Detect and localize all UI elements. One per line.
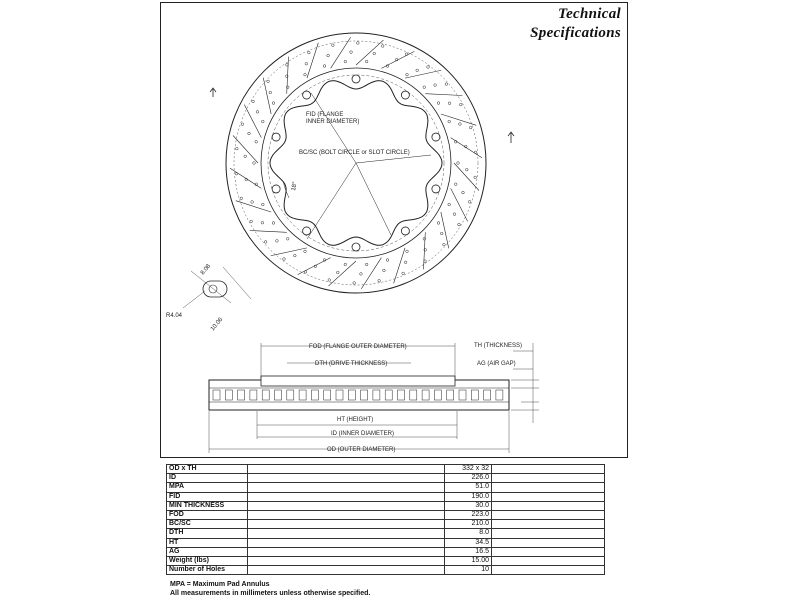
table-row [167, 483, 605, 492]
table-row [167, 529, 605, 538]
drill-hole [378, 279, 381, 282]
drill-hole [262, 120, 265, 123]
spec-blank [492, 566, 605, 575]
bolt-hole [352, 75, 360, 83]
bolt-hole [303, 227, 311, 235]
spec-name: MIN THICKNESS [167, 501, 248, 510]
table-row [167, 465, 605, 474]
spec-value: 51.0 [445, 483, 492, 492]
spec-name: DTH [167, 529, 248, 538]
drill-hole [459, 123, 462, 126]
drill-hole [272, 222, 275, 225]
spec-blank [248, 483, 445, 492]
drawing-frame [160, 2, 628, 458]
drill-hole [353, 282, 356, 285]
vane [238, 390, 245, 400]
vane [225, 390, 232, 400]
drill-hole [336, 271, 339, 274]
drill-hole [437, 102, 440, 105]
drill-hole [474, 176, 477, 179]
drill-hole [344, 60, 347, 63]
drill-hole [255, 140, 258, 143]
drill-hole [386, 259, 389, 262]
spec-name: Weight (lbs) [167, 556, 248, 565]
od-label: OD (OUTER DIAMETER) [327, 447, 396, 453]
vane [213, 390, 220, 400]
spec-blank [248, 529, 445, 538]
drill-hole [381, 45, 384, 48]
spec-blank [492, 529, 605, 538]
drill-hole [406, 250, 409, 253]
spec-blank [248, 556, 445, 565]
th-label: TH (THICKNESS) [474, 343, 522, 349]
spec-value: 10 [445, 566, 492, 575]
cooling-vanes [213, 390, 503, 400]
spec-blank [248, 538, 445, 547]
spec-value: 332 x 32 [445, 465, 492, 474]
spec-value: 8.0 [445, 529, 492, 538]
drill-hole [469, 126, 472, 129]
title-line-2: Specifications [530, 25, 621, 41]
spec-blank [492, 556, 605, 565]
drill-hole [264, 241, 267, 244]
drill-hole [252, 100, 255, 103]
footnote-mpa: MPA = Maximum Pad Annulus [170, 581, 270, 588]
bcsc-label: BC/SC (BOLT CIRCLE or SLOT CIRCLE) [299, 150, 410, 156]
vane [373, 390, 380, 400]
spec-blank [492, 547, 605, 556]
slot [451, 138, 482, 158]
table-row [167, 556, 605, 565]
slot [244, 105, 261, 138]
spec-blank [492, 474, 605, 483]
slot [381, 51, 414, 68]
drill-hole [236, 147, 239, 150]
drill-hole [427, 66, 430, 69]
drill-hole [468, 201, 471, 204]
bolt-hole [272, 185, 280, 193]
slot [271, 248, 307, 256]
drill-hole [457, 162, 460, 165]
drill-hole [445, 83, 448, 86]
slot [356, 40, 383, 65]
table-row [167, 547, 605, 556]
drill-hole [267, 80, 270, 83]
spec-name: Number of Holes [167, 566, 248, 575]
drill-hole [256, 111, 259, 114]
bolt-hole [352, 243, 360, 251]
vane [447, 390, 454, 400]
spec-name: OD x TH [167, 465, 248, 474]
vane [348, 390, 355, 400]
fid-label: FID (FLANGE [306, 112, 344, 118]
drill-hole [304, 73, 307, 76]
drill-hole [416, 69, 419, 72]
spec-blank [248, 492, 445, 501]
spec-name: AG [167, 547, 248, 556]
table-row [167, 520, 605, 529]
drill-hole [262, 203, 265, 206]
fid-label-2: INNER DIAMETER) [306, 119, 360, 125]
drill-hole [294, 254, 297, 257]
vane [311, 390, 318, 400]
spec-blank [248, 520, 445, 529]
drill-hole [286, 238, 289, 241]
angle-label: 18° [291, 181, 299, 192]
spec-blank [492, 510, 605, 519]
table-row [167, 474, 605, 483]
fod-label: FOD (FLANGE OUTER DIAMETER) [309, 344, 407, 350]
vane [434, 390, 441, 400]
drill-hole [453, 213, 456, 216]
vane [398, 390, 405, 400]
drill-hole [332, 44, 335, 47]
drill-hole [244, 155, 247, 158]
spec-blank [248, 547, 445, 556]
drill-hole [276, 240, 279, 243]
id-label: ID (INNER DIAMETER) [331, 431, 394, 437]
spec-blank [492, 492, 605, 501]
spec-name: MPA [167, 483, 248, 492]
slot [394, 248, 405, 283]
drill-hole [440, 232, 443, 235]
drill-hole [383, 269, 386, 272]
dim-10-06: 10.06 [209, 316, 225, 333]
bolt-hole [303, 91, 311, 99]
ht-label: HT (HEIGHT) [337, 417, 374, 423]
spec-blank [248, 501, 445, 510]
spec-value: 30.0 [445, 501, 492, 510]
table-row [167, 566, 605, 575]
spec-blank [492, 465, 605, 474]
drill-hole [443, 243, 446, 246]
vane [385, 390, 392, 400]
drill-hole [373, 52, 376, 55]
drill-hole [462, 191, 465, 194]
spec-blank [248, 566, 445, 575]
drill-hole [344, 263, 347, 266]
drill-hole [253, 162, 256, 165]
spec-name: BC/SC [167, 520, 248, 529]
slot [329, 261, 356, 286]
drill-hole [365, 60, 368, 63]
spec-blank [248, 510, 445, 519]
slot [441, 212, 449, 248]
drill-hole [458, 223, 461, 226]
drill-hole [250, 220, 253, 223]
drill-hole [350, 51, 353, 54]
slot [454, 163, 479, 190]
drill-hole [272, 102, 275, 105]
slot [405, 70, 441, 78]
spec-name: ID [167, 474, 248, 483]
spec-blank [248, 465, 445, 474]
drill-hole [460, 103, 463, 106]
spec-value: 223.0 [445, 510, 492, 519]
spec-value: 34.5 [445, 538, 492, 547]
footnote-units: All measurements in millimeters unless otherwise specified. [170, 590, 371, 597]
bolt-hole [401, 227, 409, 235]
table-row [167, 501, 605, 510]
drill-hole [402, 272, 405, 275]
vane [287, 390, 294, 400]
vane [324, 390, 331, 400]
bolt-hole [401, 91, 409, 99]
drill-hole [305, 62, 308, 65]
vane [275, 390, 282, 400]
spec-name: HT [167, 538, 248, 547]
drill-hole [283, 258, 286, 261]
vane [422, 390, 429, 400]
drill-hole [404, 261, 407, 264]
bolt-hole [432, 133, 440, 141]
dth-label: DTH (DRIVE THICKNESS) [315, 361, 388, 367]
drill-hole [434, 84, 437, 87]
drill-hole [357, 42, 360, 45]
slot [331, 37, 351, 68]
spec-name: FOD [167, 510, 248, 519]
rotor-front-view [210, 33, 514, 293]
drill-hole [360, 273, 363, 276]
slot [298, 258, 331, 275]
vane [459, 390, 466, 400]
drill-hole [323, 65, 326, 68]
drill-hole [304, 250, 307, 253]
vane [471, 390, 478, 400]
slot [451, 188, 468, 221]
drill-hole [328, 279, 331, 282]
vane [361, 390, 368, 400]
drill-hole [365, 263, 368, 266]
drill-hole [261, 221, 264, 224]
drill-hole [454, 183, 457, 186]
slot [307, 43, 318, 78]
drill-hole [240, 197, 243, 200]
spec-blank [248, 474, 445, 483]
spec-value: 210.0 [445, 520, 492, 529]
vane [250, 390, 257, 400]
title-line-1: Technical [558, 6, 621, 22]
spec-value: 15.00 [445, 556, 492, 565]
slot [233, 136, 258, 163]
vane [262, 390, 269, 400]
drill-hole [448, 120, 451, 123]
drill-hole [448, 102, 451, 105]
spec-value: 190.0 [445, 492, 492, 501]
drill-hole [466, 168, 469, 171]
spec-blank [492, 483, 605, 492]
drill-hole [437, 222, 440, 225]
spec-blank [492, 501, 605, 510]
drill-hole [251, 201, 254, 204]
spec-value: 16.5 [445, 547, 492, 556]
drill-hole [327, 54, 330, 57]
ag-label: AG (AIR GAP) [477, 361, 516, 367]
slot [263, 78, 271, 114]
drill-hole [269, 91, 272, 94]
rotor-diagram [161, 3, 627, 457]
table-row [167, 510, 605, 519]
drill-hole [423, 86, 426, 89]
vane [410, 390, 417, 400]
bolt-hole [432, 185, 440, 193]
drill-hole [406, 73, 409, 76]
spec-name: FID [167, 492, 248, 501]
spec-table [166, 464, 605, 575]
table-row [167, 492, 605, 501]
footnotes [170, 580, 370, 598]
table-row [167, 538, 605, 547]
spec-value: 226.0 [445, 474, 492, 483]
drill-hole [308, 51, 311, 54]
spec-blank [492, 520, 605, 529]
vane [496, 390, 503, 400]
bolt-hole [272, 133, 280, 141]
drill-hole [448, 203, 451, 206]
slot-detail [183, 267, 251, 308]
vane [484, 390, 491, 400]
drill-hole [248, 132, 251, 135]
dim-r4-04: R4.04 [166, 313, 183, 319]
spec-blank [492, 538, 605, 547]
slot [230, 168, 261, 188]
drill-hole [241, 123, 244, 126]
vane [336, 390, 343, 400]
dim-8-08: 8.08 [199, 263, 213, 277]
vane [299, 390, 306, 400]
